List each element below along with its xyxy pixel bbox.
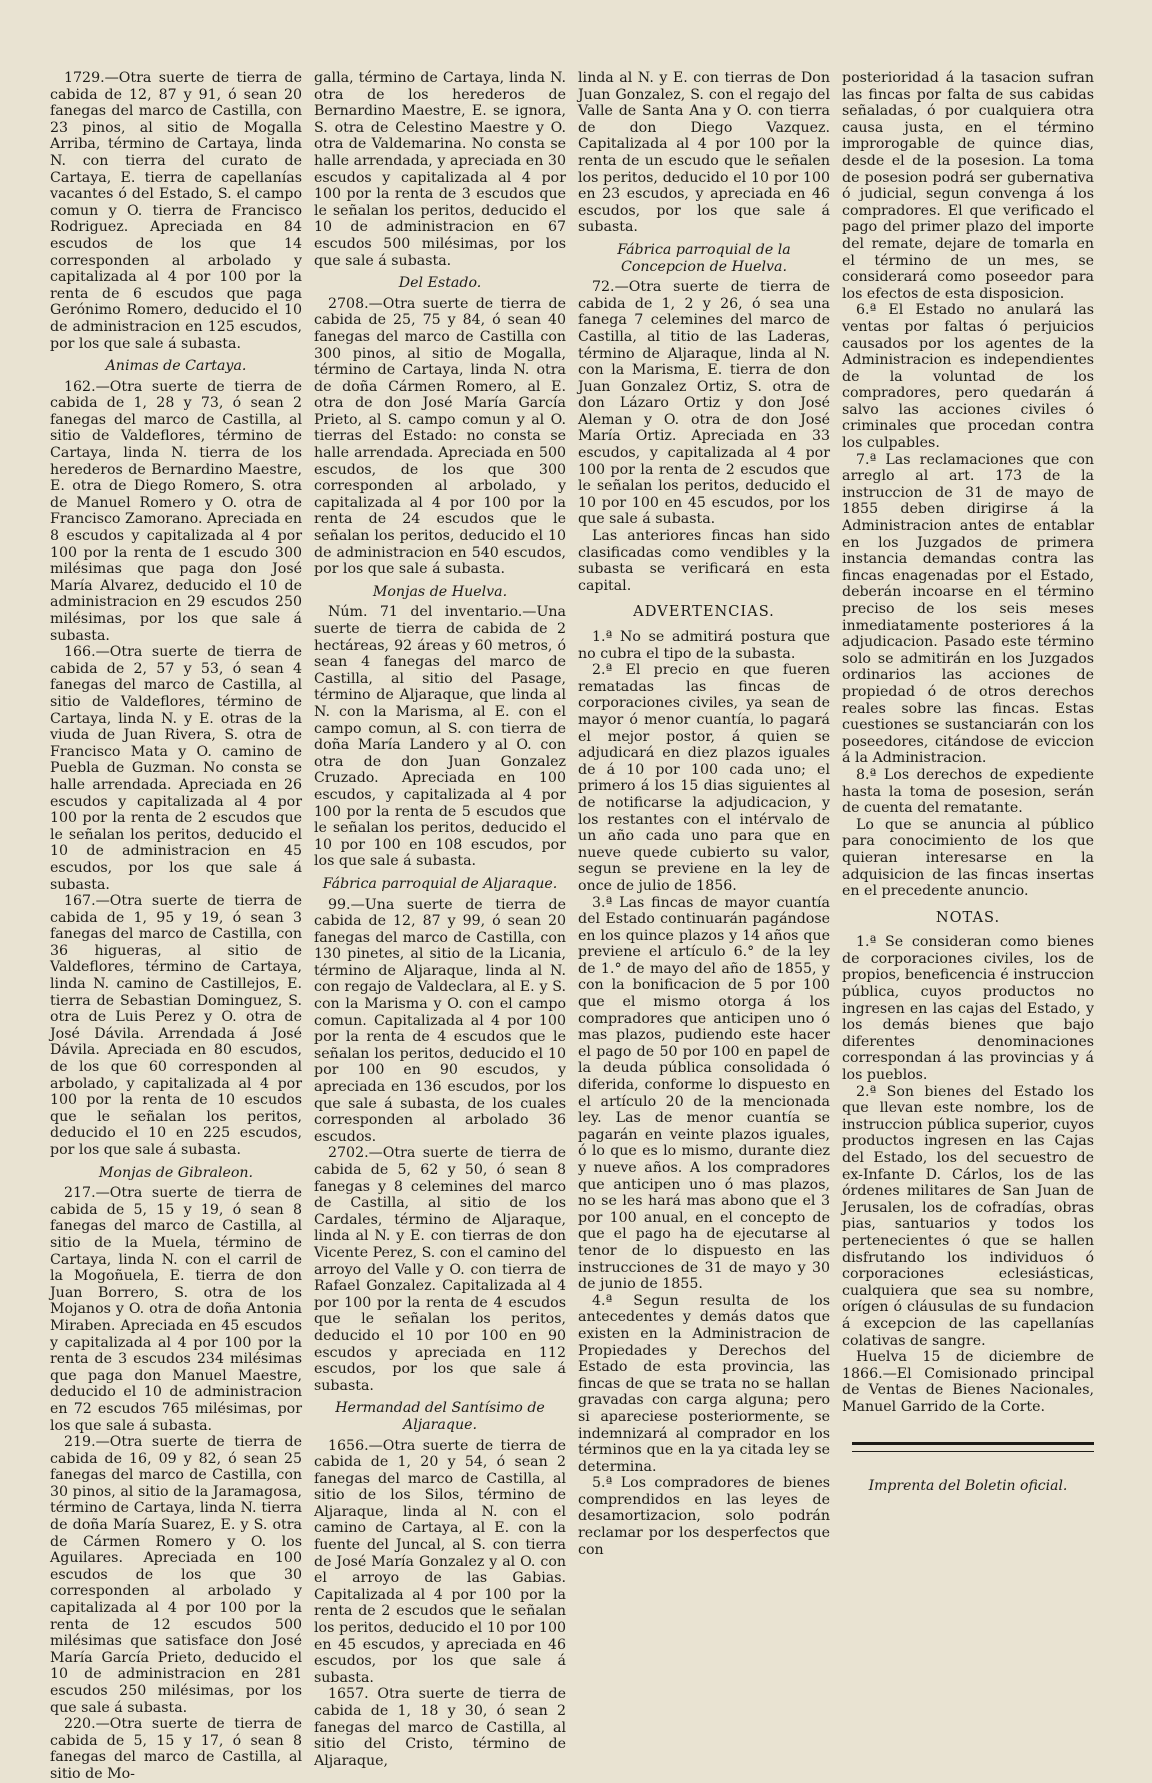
paragraph-anuncio: Lo que se anuncia al público para conocimiento de los que quieran interesarse en la adquisicion de las fincas insertas en el precedente anuncio.	[842, 816, 1094, 900]
paragraph-1729: 1729.—Otra suerte de tierra de cabida de 12, 87 y 91, ó sean 20 fanegas del marco de Castilla, con 23 pinos, al sitio de Mogalla Arriba, término de Cartaya, linda N. con tierra del curato de Cartaya, E. tierra de capellanías vacantes ó del Estado, S. el campo comun y O. tierra de Francisco Rodriguez. Apreciada en 84 escudos de los que 14 corresponden al arbolado y capitalizada al 4 por 100 por la renta de 6 escudos que paga Gerónimo Romero, deducido el 10 de administracion en 125 escudos, por los que sale á subasta.	[50, 70, 302, 352]
section-heading-fabrica-aljaraque: Fábrica parroquial de Aljaraque.	[322, 875, 558, 892]
advertencia-5: 5.ª Los compradores de bienes comprendidos en las leyes de desamortizacion, solo podrán reclamar por los desperfectos que con	[578, 1475, 830, 1558]
paragraph-inventario-71: Núm. 71 del inventario.—Una suerte de tierra de cabida de 2 hectáreas, 92 áreas y 60 metros, ó sean 4 fanegas del marco de Castilla, al sitio del Pasage, término de Aljaraque, que linda al N. con la Marisma, al E. con el campo comun, al S. con tierra de doña María Landero y al O. con otra de don Juan Gonzalez Cruzado. Apreciada en 100 escudos, y capitalizada al 4 por 100 por la renta de 5 escudos que le señalan los peritos, deducido el 10 por 100 en 108 escudos, por los que sale á subasta.	[314, 604, 566, 870]
advertencia-1: 1.ª No se admitirá postura que no cubra el tipo de la subasta.	[578, 629, 830, 662]
paragraph-1657-continued: linda al N. y E. con tierras de Don Juan Gonzalez, S. con el regajo del Valle de Santa Ana y O. con tierra de don Diego Vazquez. Capitalizada al 4 por 100 por la renta de un escudo que le señalen los peritos, deducido el 10 por 100 en 23 escudos, y apreciada en 46 escudos, por los que sale á subasta.	[578, 70, 830, 236]
paragraph-1657: 1657. Otra suerte de tierra de cabida de 1, 18 y 30, ó sean 2 fanegas del marco de Castilla, al sitio del Cristo, término de Aljaraque,	[314, 1686, 566, 1769]
paragraph-217: 217.—Otra suerte de tierra de cabida de 5, 15 y 19, ó sean 8 fanegas del marco de Castilla, al sitio de la Muela, término de Cartaya, linda N. con el carril de la Mogoñuela, E. tierra de don Juan Borrero, S. otra de los Mojanos y O. otra de doña Antonia Miraben. Apreciada en 45 escudos y capitalizada al 4 por 100 por la renta de 3 escudos 234 milésimas que paga don Manuel Maestre, deducido el 10 de administracion en 72 escudos 765 milésimas, por los que sale á subasta.	[50, 1185, 302, 1434]
advertencia-3: 3.ª Las fincas de mayor cuantía del Estado continuarán pagándose en los quince plazos y 14 años que previene el artículo 6.° de la ley de 1.° de mayo del año de 1855, y con la bonificacion de 5 por 100 que el mismo otorga á los compradores que anticipen uno ó mas plazos, pudiendo este hacer el pago de 50 por 100 en papel de la deuda pública consolidada ó diferida, conforme lo dispuesto en el artículo 20 de la mencionada ley. Las de menor cuantía se pagarán en veinte plazos iguales, ó lo que es lo mismo, durante diez y nueve años. A los compradores que anticipen uno ó mas plazos, no se les hará mas abono que el 3 por 100 anual, en el concepto de que el pago ha de ejecutarse al tenor de lo dispuesto en las instrucciones de 31 de mayo y 30 de junio de 1855.	[578, 894, 830, 1293]
paragraph-2708: 2708.—Otra suerte de tierra de cabida de 25, 75 y 84, ó sean 40 fanegas del marco de Castilla con 300 pinos, al sitio de Mogalla, término de Cartaya, linda N. otra de doña Cármen Romero, al E. otra de don José María García Prieto, al S. campo comun y al O. tierras del Estado: no consta se halle arrendada. Apreciada en 500 escudos, de los que 300 corresponden al arbolado, y capitalizada al 4 por 100 por la renta de 24 escudos que le señalan los peritos, deducido el 10 de administracion en 540 escudos, por los que sale á subasta.	[314, 295, 566, 578]
section-heading-del-estado: Del Estado.	[398, 275, 482, 292]
section-heading-fabrica-concepcion: Fábrica parroquial de la Concepcion de Huelva.	[617, 241, 791, 275]
nota-1: 1.ª Se consideran como bienes de corporaciones civiles, los de propios, beneficencia é instruccion pública, cuyos productos no ingresen en las cajas del Estado, y los demás bienes que bajo diferentes denominaciones correspondan á las provincias y á los pueblos.	[842, 934, 1094, 1084]
section-heading-monjas-gibraleon: Monjas de Gibraleon.	[98, 1164, 254, 1181]
paragraph-clasificacion: Las anteriores fincas han sido clasificadas como vendibles y la subasta se verificará en esta capital.	[578, 528, 830, 594]
section-heading-hermandad-santisimo: Hermandad del Santísimo de Aljaraque.	[335, 1400, 545, 1433]
paragraph-2702: 2702.—Otra suerte de tierra de cabida de 5, 62 y 50, ó sean 8 fanegas y 8 celemines del marco de Castilla, al sitio de los Cardales, término de Aljaraque, linda al N. y E. con tierras de don Vicente Perez, S. con el camino del arroyo del Valle y O. con tierra de Rafael Gonzalez. Capitalizada al 4 por 100 por la renta de 4 escudos que le señalan los peritos, deducido el 10 por 100 en 90 escudos y apreciada en 112 escudos, por los que sale á subasta.	[314, 1145, 567, 1394]
paragraph-220: 220.—Otra suerte de tierra de cabida de 5, 15 y 17, ó sean 8 fanegas del marco de Castilla, al sitio de Mo-	[50, 1716, 302, 1782]
paragraph-99: 99.—Una suerte de tierra de cabida de 12, 87 y 99, ó sean 20 fanegas del marco de Castilla, con 130 pinetes, al sitio de la Licania, término de Aljaraque, linda al N. con regajo de Valdeclara, al E. y S. con la Marisma y O. con el campo comun. Capitalizada al 4 por 100 por la renta de 4 escudos que le señalan los peritos, deducido el 10 por 100 en 90 escudos, y apreciada en 136 escudos, por los que sale á subasta, de los cuales corresponden al arbolado 36 escudos.	[314, 896, 566, 1145]
column-2	[314, 70, 567, 1769]
signature-paragraph: Huelva 15 de diciembre de 1866.—El Comisionado principal de Ventas de Bienes Nacionales, Manuel Garrido de la Corte.	[842, 1349, 1094, 1415]
advertencia-2: 2.ª El precio en que fueren rematadas las fincas de corporaciones civiles, ya sean de mayor ó menor cuantía, lo pagará el mejor postor, á quien se adjudicará en diez plazos iguales de á 10 por 100 cada uno; el primero á los 15 dias siguientes al de notificarse la adjudicacion, y los restantes con el intérvalo de un año cada uno para que en nueve quede cubierto su valor, segun se previene en la ley de once de julio de 1856.	[578, 662, 830, 894]
advertencia-8: 8.ª Los derechos de expediente hasta la toma de posesion, serán de cuenta del rematante.	[842, 766, 1094, 817]
heading-advertencias: ADVERTENCIAS.	[633, 603, 775, 621]
imprint-line: Imprenta del Boletin oficial.	[868, 1477, 1068, 1494]
heading-notas: NOTAS.	[935, 908, 1001, 926]
paragraph-72: 72.—Otra suerte de tierra de cabida de 1, 2 y 26, ó sea una fanega 7 celemines del marco de Castilla, al titio de las Laderas, término de Aljaraque, linda al N. con la Marisma, E. tierra de don Juan Gonzalez Ortiz, S. otra de don Lázaro Ortiz y don José Aleman y O. otra de don José María Ortiz. Apreciada en 33 escudos, y capitalizada al 4 por 100 por la renta de 2 escudos que le señalan los peritos, deducido el 10 por 100 en 45 escudos, por los que sale á subasta.	[578, 279, 830, 528]
paragraph-1656: 1656.—Otra suerte de tierra de cabida de 1, 20 y 54, ó sean 2 fanegas del marco de Castilla, al sitio de los Silos, término de Aljaraque, linda al N. con el camino de Cartaya, al E. con la fuente del Juncal, al S. con tierra de José María Gonzalez y al O. con el arroyo de las Gabias. Capitalizada al 4 por 100 por la renta de 2 escudos que le señalan los peritos, deducido el 10 por 100 en 45 escudos, y apreciada en 46 escudos, por los que sale á subasta.	[314, 1437, 566, 1686]
column-1	[50, 70, 303, 1782]
column-3	[578, 70, 830, 1570]
paragraph-162: 162.—Otra suerte de tierra de cabida de 1, 28 y 73, ó sean 2 fanegas del marco de Castilla, al sitio de Valdeflores, término de Cartaya, linda N. tierra de los herederos de Bernardino Maestre, E. otra de Diego Romero, S. otra de Manuel Romero y O. otra de Francisco Zamorano. Apreciada en 8 escudos y capitalizada al 4 por 100 por la renta de 1 escudo 300 milésimas que paga don José María Alvarez, deducido el 10 de administracion en 29 escudos 250 milésimas, por los que sale á subasta.	[50, 378, 303, 644]
paragraph-219: 219.—Otra suerte de tierra de cabida de 16, 09 y 82, ó sean 25 fanegas del marco de Castilla, con 30 pinos, al sitio de la Jaramagosa, término de Cartaya, linda N. tierra de doña María Suarez, E. y S. otra de Cármen Romero y O. los Aguilares. Apreciada en 100 escudos de los que 30 corresponden al arbolado y capitalizada al 4 por 100 por la renta de 12 escudos 500 milésimas que satisface don José María García Prieto, deducido el 10 de administracion en 281 escudos 250 milésimas, por los que sale á subasta.	[50, 1434, 302, 1716]
paragraph-220-continued: galla, término de Cartaya, linda N. otra de los herederos de Bernardino Maestre, E. se ignora, S. otra de Celestino Maestre y O. otra de Valdemarina. No consta se halle arrendada, y apreciada en 30 escudos y capitalizada al 4 por 100 por la renta de 3 escudos que le señalan los peritos, deducido el 10 de administracion en 67 escudos 500 milésimas, por los que sale á subasta.	[314, 70, 566, 269]
advertencia-6: 6.ª El Estado no anulará las ventas por faltas ó perjuicios causados por los agentes de la Administracion es independientes de la voluntad de los compradores, pero quedarán á salvo las acciones civiles ó criminales que procedan contra los culpables.	[842, 302, 1094, 452]
double-rule-divider	[852, 1442, 1094, 1452]
nota-2: 2.ª Son bienes del Estado los que llevan este nombre, los de instruccion pública superior, cuyos productos ingresen en las Cajas del Estado, los del secuestro de ex-Infante D. Cárlos, los de las órdenes militares de San Juan de Jerusalen, los de cofradías, obras pias, santuarios y todos los pertenecientes ó que se hallen disfrutando los individuos ó corporaciones eclesiásticas, cualquiera que sea su nombre, orígen ó cláusulas de su fundacion á excepcion de las capellanías colativas de sangre.	[842, 1083, 1094, 1349]
advertencia-5-continued: posterioridad á la tasacion sufran las fincas por falta de sus cabidas señaladas, ó por cualquiera otra causa justa, en el término improrogable de quince dias, desde el de la posesion. La toma de posesion podrá ser gubernativa ó judicial, segun convenga á los compradores. El que verificado el pago del primer plazo del importe del remate, dejare de tomarla en el término de un mes, se considerará como poseedor para los efectos de esta disposicion.	[842, 70, 1094, 302]
paragraph-167: 167.—Otra suerte de tierra de cabida de 1, 95 y 19, ó sean 3 fanegas del marco de Castilla, con 36 higueras, al sitio de Valdeflores, término de Cartaya, linda N. camino de Castillejos, E. tierra de Sebastian Dominguez, S. otra de Luis Perez y O. otra de José Dávila. Arrendada á José Dávila. Apreciada en 80 escudos, de los que 60 corresponden al arbolado, y capitalizada al 4 por 100 por la renta de 10 escudos que le señalan los peritos, deducido el 10 en 225 escudos, por los que sale á subasta.	[50, 893, 302, 1158]
column-4	[842, 70, 1094, 1570]
section-heading-animas-cartaya: Animas de Cartaya.	[105, 358, 247, 375]
paragraph-166: 166.—Otra suerte de tierra de cabida de 2, 57 y 53, ó sean 4 fanegas del marco de Castilla, al sitio de Valdeflores, término de Cartaya, linda N. y E. otras de la viuda de Juan Rivera, S. otra de Francisco Mata y O. camino de Puebla de Guzman. No consta se halle arrendada. Apreciada en 26 escudos y capitalizada al 4 por 100 por la renta de 2 escudos que le señalan los peritos, deducido el 10 de administracion en 45 escudos, por los que sale á subasta.	[50, 644, 302, 893]
section-heading-monjas-huelva: Monjas de Huelva.	[372, 583, 508, 600]
advertencia-4: 4.ª Segun resulta de los antecedentes y demás datos que existen en la Administracion de Propiedades y Derechos del Estado de esta provincia, las fincas de que se trata no se hallan gravadas con carga alguna; pero si apareciese posteriormente, se indemnizará al comprador en los términos que en la ya citada ley se determina.	[578, 1292, 830, 1475]
advertencia-7: 7.ª Las reclamaciones que con arreglo al art. 173 de la instruccion de 31 de mayo de 1855 deben dirigirse á la Administracion antes de entablar en los Juzgados de primera instancia demandas contra las fincas enagenadas por el Estado, deberán incoarse en el término preciso de los seis meses inmediatamente posteriores á la adjudicacion. Pasado este término solo se admitirán en los Juzgados ordinarios las acciones de propiedad ó de otros derechos reales sobre las fincas. Estas cuestiones se sustanciarán con los poseedores, citándose de eviccion á la Administracion.	[842, 451, 1094, 767]
